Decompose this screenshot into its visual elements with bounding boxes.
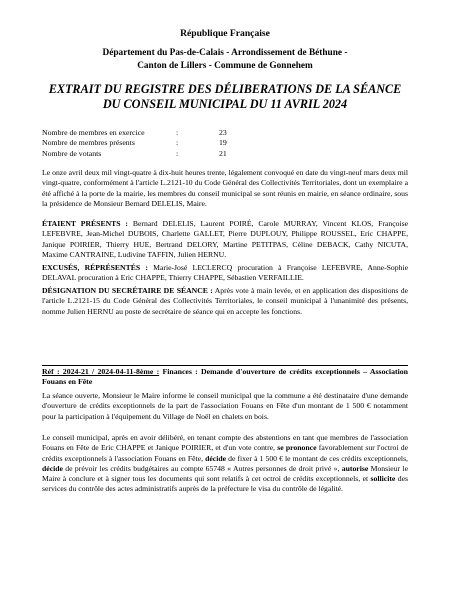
- text-segment: de fixer à 1 500 € le montant de ces crédits exceptionnels,: [226, 453, 408, 463]
- decision-keyword: décide: [205, 453, 227, 463]
- extract-title-line1: EXTRAIT DU REGISTRE DES DÉLIBERATIONS DE LA SÉANCE: [48, 82, 402, 96]
- section-divider: [42, 365, 408, 366]
- members-count-table: [42, 128, 239, 159]
- members-label: Nombre de membres en exercice: [42, 128, 145, 137]
- members-label: Nombre de votants: [42, 148, 102, 158]
- text-segment: des services du contrôle des actes administratifs auprès de la préfecture le visa du contrôle de légalité.: [42, 474, 408, 494]
- text-segment: de prévoir les crédits budgétaires au compte 65748 « Autres personnes de droit privé »,: [62, 463, 342, 473]
- present-paragraph: [42, 219, 408, 260]
- members-value: 21: [219, 148, 227, 158]
- extract-title-line2: DU CONSEIL MUNICIPAL DU 11 AVRIL 2024: [102, 96, 348, 111]
- intro-paragraph: Le onze avril deux mil vingt-quatre à dix-huit heures trente, légalement convoqué en date du vingt-neuf mars deux mil vingt-quatre, conformément à l'article L.2121-10 du Code Général des Collectivités Territoriales, dont un exemplaire a été affiché à la porte de la mairie, les membres du conseil municipal se sont réunis en mairie, en séance ordinaire, sous la présidence de Monsieur Bernard DELELIS, Maire.: [42, 168, 408, 208]
- republic-heading: République Française: [180, 28, 270, 39]
- deliberation-paragraph-2: [42, 433, 408, 495]
- decision-keyword: décide: [42, 463, 63, 473]
- deliberation-title: [42, 367, 408, 388]
- secretary-label: DÉSIGNATION DU SECRÉTAIRE DE SÉANCE :: [42, 286, 213, 295]
- members-value: 19: [219, 138, 227, 148]
- department-line: Département du Pas-de-Calais - Arrondissement de Béthune -: [102, 48, 348, 58]
- extract-title: [0, 82, 450, 111]
- text-segment: Le conseil municipal, après en avoir délibéré, en tenant compte des abstentions en tant que membres de l'association Fouans en Fête de Eric CHAPPE et Janique POIRIER, et d'un vote contre,: [42, 433, 408, 453]
- present-names: Bernard DELELIS, Laurent POIRÉ, Carole MURRAY, Vincent KLOS, Françoise LEFEBVRE, Jean-Michel DUBOIS, Charlette GALLET, Pierre DUPLOUY, Philippe ROUSSEL, Eric CHAPPE, Janique POIRIER, Thierry HUE, Bertrand DELORY, Martine PETITPAS, Céline DEBACK, Cathy NICUTA, Maxime CANTRAINE, Ludivine TAFFIN, Julien HERNU.: [42, 219, 409, 259]
- department-heading: [0, 47, 450, 72]
- text-segment: Monsieur le Maire à conclure et à signer tous les documents qui sont relatifs à cet octroi de crédits exceptionnels, et: [42, 463, 409, 484]
- members-row: [42, 138, 239, 148]
- deliberation-paragraph-1: La séance ouverte, Monsieur le Maire informe le conseil municipal que la commune a été destinataire d'une demande d'ouverture de crédits exceptionnels de la part de l'association Fouans en Fête d'un montant de 1 500 € notamment pour la participation à l'équipement du Village de Noël en chalets en bois.: [42, 391, 408, 421]
- decision-keyword: sollicite: [370, 474, 396, 484]
- members-row: [42, 149, 239, 159]
- excused-paragraph: [42, 263, 408, 284]
- decision-keyword: autorise: [341, 463, 369, 473]
- excused-names: Marie-José LECLERCQ procuration à Françoise LEFEBVRE, Anne-Sophie DELAVAL procuration à Eric CHAPPE, Thierry CHAPPE, Sébastien VERFAILLIE.: [42, 263, 408, 283]
- secretary-paragraph: [42, 286, 408, 317]
- members-colon: :: [176, 138, 179, 148]
- deliberation-reference: Réf : 2024-21 / 2024-04-11-8ème :: [42, 367, 160, 376]
- members-value: 23: [219, 128, 227, 137]
- text-segment: favorablement sur l'octroi de crédits exceptionnels à l'association Fouans en Fête,: [42, 443, 409, 463]
- members-row: [42, 128, 239, 138]
- canton-line: Canton de Lillers - Commune de Gonnehem: [137, 60, 313, 71]
- secretary-text: Après vote à main levée, et en application des dispositions de l'article L.2121-15 du Code Général des Collectivités Territoriales, le conseil municipal à l'unanimité des présents, nomme Julien HERNU au poste de secrétaire de séance qui en accepte les fonctions.: [42, 286, 408, 316]
- deliberation-subject: Finances : Demande d'ouverture de crédits exceptionnels – Association Fouans en Fête: [42, 367, 408, 387]
- decision-keyword: se prononce: [277, 443, 317, 453]
- members-colon: :: [176, 128, 179, 137]
- members-label: Nombre de membres présents: [42, 138, 135, 148]
- excused-label: EXCUSÉS, RÉPRÉSENTÉS :: [42, 263, 148, 272]
- members-colon: :: [176, 148, 179, 158]
- present-label: ÉTAIENT PRÉSENTS :: [42, 219, 128, 228]
